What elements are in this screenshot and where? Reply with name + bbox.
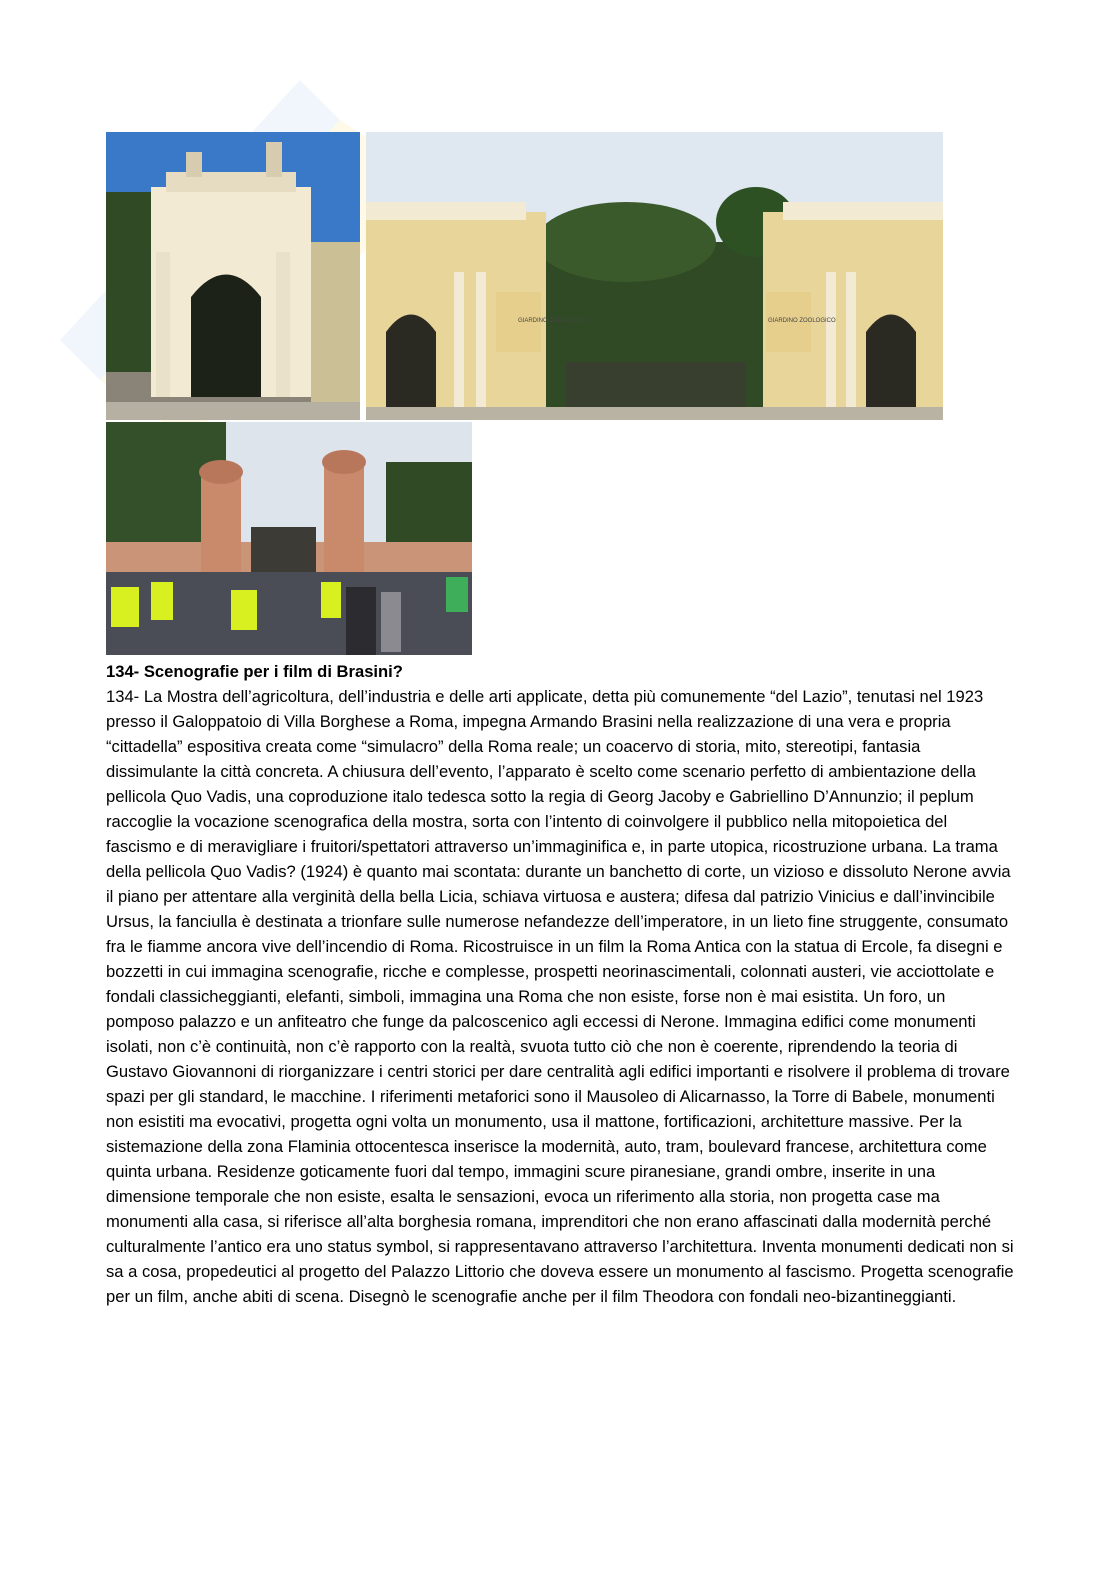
sign-right: GIARDINO ZOOLOGICO <box>768 318 836 324</box>
photo-zoo-entrance <box>366 132 943 420</box>
section-body: 134- La Mostra dell’agricoltura, dell’industria e delle arti applicate, detta più comunemente “del Lazio”, tenutasi nel 1923 presso il Galoppatoio di Villa Borghese a Roma, impegna Armando Brasini nella realizzazione di una vera e propria “cittadella” espositiva creata come “simulacro” della Roma reale; un coacervo di storia, mito, stereotipi, fantasia dissimulante la città concreta. A chiusura dell’evento, l’apparato è scelto come scenario perfetto di ambientazione della pellicola Quo Vadis, una coproduzione italo tedesca sotto la regia di Georg Jacoby e Gabriellino D’Annunzio; il peplum raccoglie la vocazione scenografica della mostra, sorta con l’intento di coinvolgere il pubblico nella mitopoietica del fascismo e di meravigliare i fruitori/spettatori attraverso un’immaginifica e, in parte utopica, ricostruzione urbana. La trama della pellicola Quo Vadis? (1924) è quanto mai scontata: durante un banchetto di corte, un vizioso e dissoluto Nerone avvia il piano per attentare alla verginità della bella Licia, schiava virtuosa e austera; difesa dal patrizio Vinicius e dall’invincibile Ursus, la fanciulla è destinata a trionfare sulle numerose nefandezze dell’imperatore, in un lieto fine struggente, consumato fra le fiamme ancora vive dell’incendio di Roma. Ricostruisce in un film la Roma Antica con la statua di Ercole, fa disegni e bozzetti in cui immagina scenografie, ricche e complesse, prospetti neorinascimentali, colonnati austeri, vie acciottolate e fondali classicheggianti, elefanti, simboli, immagina una Roma che non esiste, forse non è mai esistita. Un foro, un pomposo palazzo e un anfiteatro che funge da palcoscenico agli eccessi di Nerone. Immagina edifici come monumenti isolati, non c’è continuità, non c’è rapporto con la realtà, svuota tutto ciò che non è coerente, riprendendo la teoria di Gustavo Giovannoni di riorganizzare i centri storici per dare centralità agli edifici importanti e risolvere il problema di trovare spazi per gli standard, le macchine. I riferimenti metaforici sono il Mausoleo di Alicarnasso, la Torre di Babele, monumenti non esistiti ma evocativi, progetta ogni volta un monumento, usa il mattone, fortificazioni, architetture massive. Per la sistemazione della zona Flaminia ottocentesca inserisce la modernità, auto, tram, boulevard francese, architettura come quinta urbana. Residenze goticamente fuori dal tempo, immagini scure piranesiane, grandi ombre, inserite in una dimensione temporale che non esiste, esalta le sensazioni, evoca un riferimento alla storia, non progetta case ma monumenti alla casa, si riferisce all’alta borghesia romana, imprenditori che non erano affascinati dalla modernità perché culturalmente l’antico era uno status symbol, si rappresentavano attraverso l’architettura. Inventa monumenti dedicati non si sa a cosa, propedeutici al progetto del Palazzo Littorio che doveva essere un monumento al fascismo. Progetta scenografie per un film, anche abiti di scena. Disegnò le scenografie anche per il film Theodora con fondali neo-bizantineggianti. <box>106 687 1014 1306</box>
photo-ornate-gate <box>106 132 360 420</box>
sign-left: GIARDINO ZOOLOGICO <box>518 318 586 324</box>
section-heading: 134- Scenografie per i film di Brasini? <box>106 662 403 681</box>
photo-brick-gate-cyclists <box>106 422 472 655</box>
article-text <box>106 659 1016 1309</box>
